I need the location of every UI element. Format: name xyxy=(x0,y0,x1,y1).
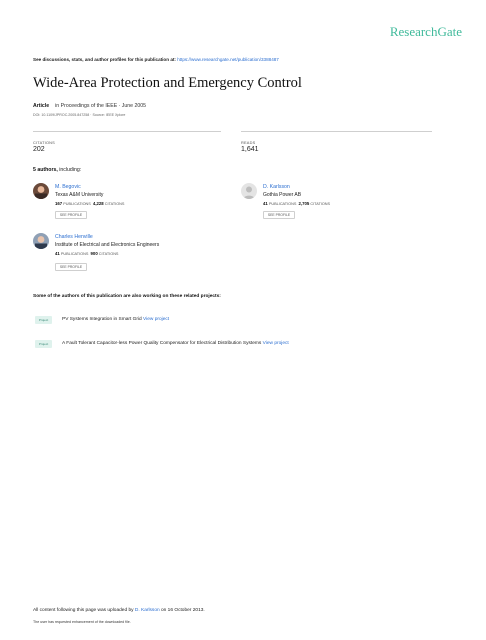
upload-prefix: All content following this page was uploaded by xyxy=(33,608,135,613)
researchgate-logo[interactable]: ResearchGate xyxy=(389,24,462,39)
citations-count: 2,705 xyxy=(298,201,310,206)
see-profile-button[interactable]: SEE PROFILE xyxy=(263,211,295,219)
author-stats xyxy=(55,251,118,256)
authors-count: 5 authors, xyxy=(33,167,58,173)
upload-info xyxy=(33,608,205,613)
paper-title: Wide-Area Protection and Emergency Control xyxy=(33,75,302,91)
projects-header: Some of the authors of this publication are also working on these related projects: xyxy=(33,294,221,299)
authors-suffix: including: xyxy=(57,167,82,173)
divider xyxy=(241,131,432,132)
discussion-text: See discussions, stats, and author profiles for this publication at: xyxy=(33,57,178,62)
publications-count: 167 xyxy=(55,201,63,206)
upload-suffix: on 16 October 2013. xyxy=(159,608,205,613)
uploader-link[interactable]: D. Karlsson xyxy=(134,608,160,613)
reads-value: 1,641 xyxy=(241,146,259,153)
see-profile-button[interactable]: SEE PROFILE xyxy=(55,263,87,271)
author-photo-icon xyxy=(33,233,49,249)
author-name[interactable]: Charles Henville xyxy=(55,234,93,240)
publications-label: PUBLICATIONS xyxy=(60,252,89,256)
discussion-line xyxy=(33,57,279,62)
publications-label: PUBLICATIONS xyxy=(268,202,297,206)
project-title: PV Systems Integration in Smart Grid xyxy=(62,317,144,322)
authors-header xyxy=(33,167,81,173)
citations-value: 202 xyxy=(33,146,45,153)
publications-count: 41 xyxy=(55,251,60,256)
author-stats xyxy=(55,201,124,206)
project-badge: Project xyxy=(35,316,52,324)
avatar[interactable] xyxy=(33,183,49,199)
default-user-icon xyxy=(241,183,257,199)
project-title: A Fault Tolerant Capacitor-less Power Quality Compensator for Electrical Distribution Systems xyxy=(62,341,263,346)
author-institution: Texas A&M University xyxy=(55,192,104,198)
project-badge: Project xyxy=(35,340,52,348)
see-profile-button[interactable]: SEE PROFILE xyxy=(55,211,87,219)
view-project-link[interactable]: View project xyxy=(262,341,289,346)
citations-label: CITATIONS xyxy=(98,252,119,256)
citations-count: 900 xyxy=(90,251,98,256)
publications-label: PUBLICATIONS xyxy=(63,202,91,206)
project-item xyxy=(62,341,289,346)
project-item xyxy=(62,317,169,322)
author-name[interactable]: M. Begovic xyxy=(55,184,81,190)
doi-line: DOI: 10.1109/JPROC.2005.847258 · Source: IEEE Xplore xyxy=(33,113,126,117)
author-institution: Gothia Power AB xyxy=(263,192,302,198)
author-photo-icon xyxy=(33,183,49,199)
publication-url-link[interactable]: https://www.researchgate.net/publication/3388487 xyxy=(177,57,279,62)
enhancement-note: The user has requested enhancement of the downloaded file. xyxy=(33,620,131,624)
reads-label: READS xyxy=(241,140,256,145)
avatar[interactable] xyxy=(33,233,49,249)
view-project-link[interactable]: View project xyxy=(143,317,170,322)
author-institution: Institute of Electrical and Electronics Engineers xyxy=(55,242,160,248)
author-name[interactable]: D. Karlsson xyxy=(263,184,290,190)
author-stats xyxy=(263,201,330,206)
citations-label: CITATIONS xyxy=(33,140,55,145)
avatar[interactable] xyxy=(241,183,257,199)
citations-count: 4,228 xyxy=(92,201,104,206)
article-type: Article xyxy=(33,103,50,109)
publications-count: 41 xyxy=(263,201,268,206)
paper-source: in Proceedings of the IEEE · June 2005 xyxy=(55,103,146,109)
paper-meta xyxy=(33,103,146,109)
citations-label: CITATIONS xyxy=(104,202,125,206)
divider xyxy=(33,131,221,132)
citations-label: CITATIONS xyxy=(310,202,331,206)
